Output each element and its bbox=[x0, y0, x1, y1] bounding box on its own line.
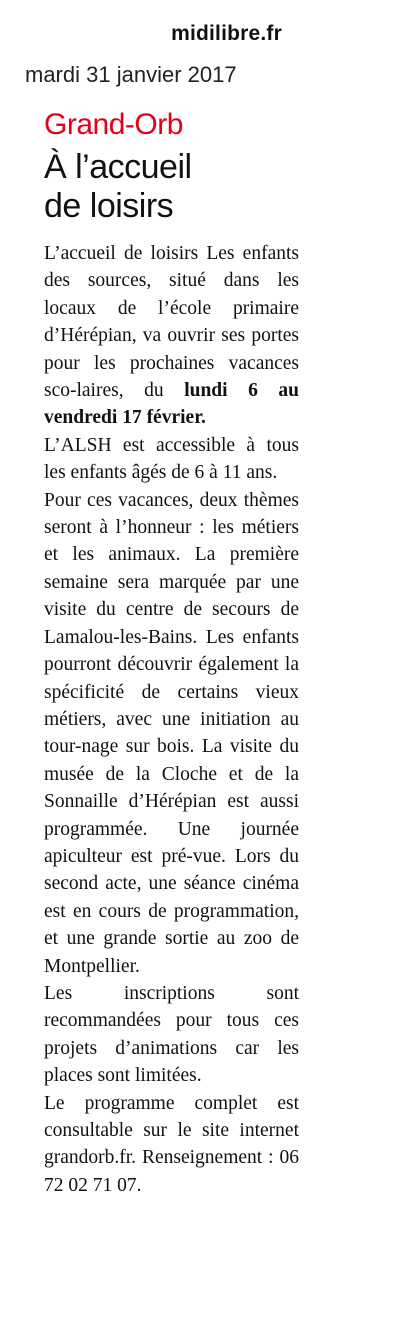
publication-date: mardi 31 janvier 2017 bbox=[25, 62, 237, 87]
body-paragraph-4: Les inscriptions sont recommandées pour tous ces projets d’animations car les places sont limitées. bbox=[44, 982, 299, 1087]
body-paragraph-1-dates: lundi 6 au vendredi 17 février. bbox=[44, 380, 299, 429]
article-body bbox=[44, 240, 299, 1199]
body-paragraph-3: Pour ces vacances, deux thèmes seront à l’honneur : les métiers et les animaux. La première semaine sera marquée par une visite du centre de secours de Lamalou-les-Bains. Les enfants pourront découvrir également la spécificité de certains vieux métiers, avec une initiation au tour-nage sur bois. La visite du musée de la Cloche et de la Sonnaille d’Hérépian est aussi programmée. Une journée apiculteur est pré-vue. Lors du second acte, une séance cinéma est en cours de programmation, et une grande sortie au zoo de Montpellier. bbox=[44, 489, 299, 977]
section-kicker: Grand-Orb bbox=[44, 108, 183, 141]
source-name: midilibre.fr bbox=[171, 22, 282, 45]
body-paragraph-5: Le programme complet est consultable sur le site internet grandorb.fr. Renseignement : 06 72 02 71 07. bbox=[44, 1092, 299, 1196]
article-headline bbox=[44, 148, 304, 226]
body-paragraph-2: L’ALSH est accessible à tous les enfants âgés de 6 à 11 ans. bbox=[44, 434, 299, 484]
body-paragraph-1-text: L’accueil de loisirs Les enfants des sources, situé dans les locaux de l’école primaire d’Hérépian, va ouvrir ses portes pour les prochaines vacances sco-laires, du bbox=[44, 243, 299, 402]
headline-line-2: de loisirs bbox=[44, 187, 174, 225]
headline-line-1: À l’accueil bbox=[44, 148, 192, 186]
body-paragraph-1 bbox=[44, 240, 299, 432]
